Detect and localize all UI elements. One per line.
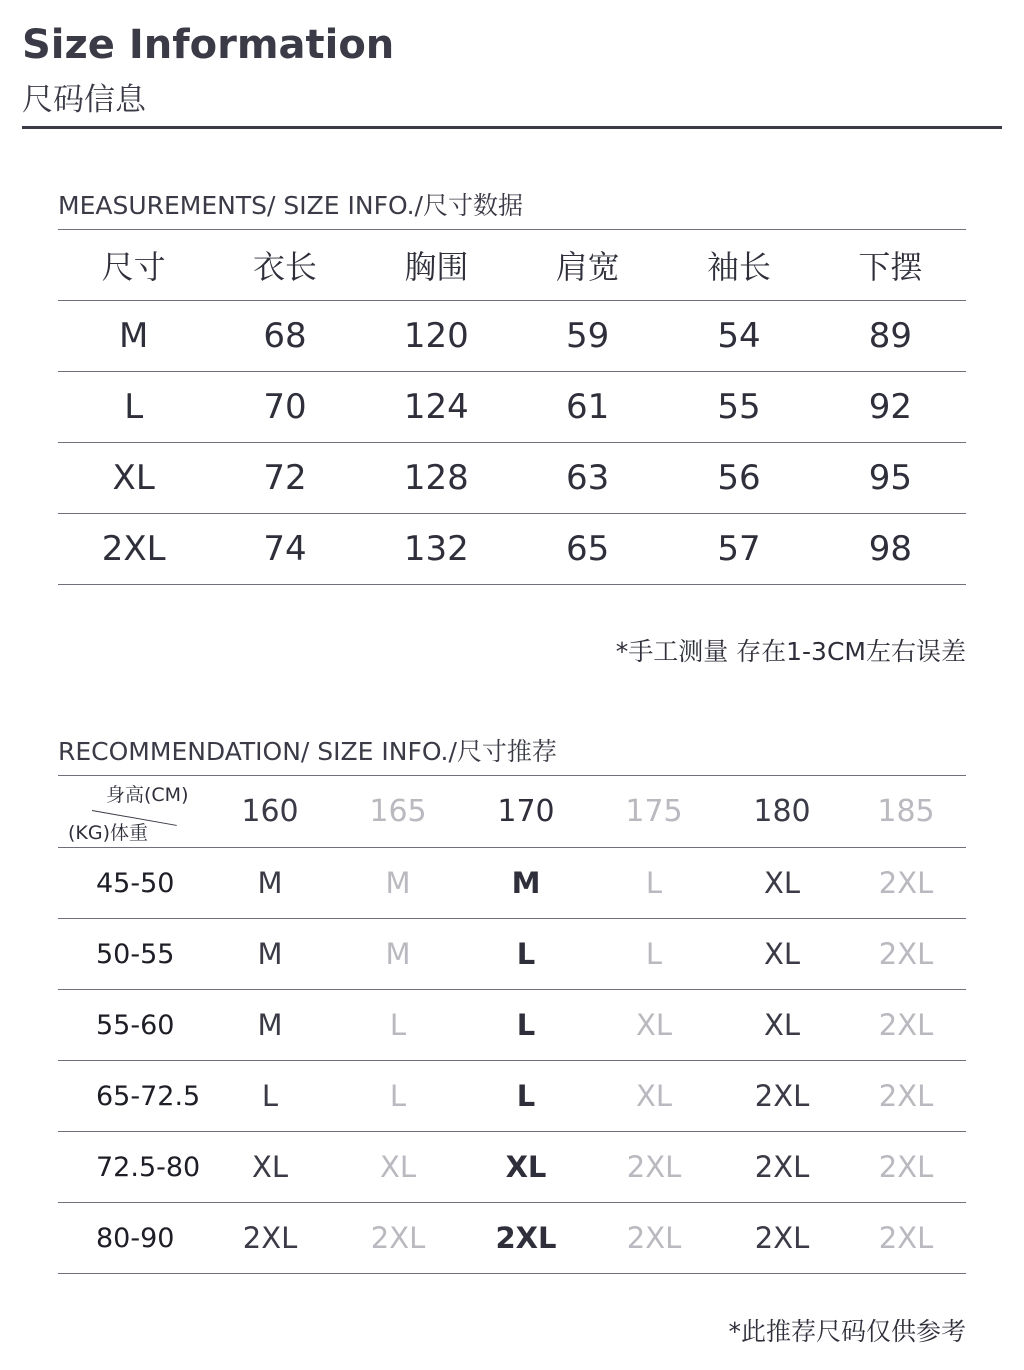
- table-row: [58, 919, 966, 990]
- table-cell: 128: [361, 443, 512, 514]
- table-row: [58, 990, 966, 1061]
- height-header: 165: [334, 776, 462, 848]
- recommendation-table: [58, 776, 966, 1274]
- table-cell: 70: [209, 372, 360, 443]
- table-cell: 68: [209, 301, 360, 372]
- size-cell: XL: [718, 990, 846, 1061]
- size-cell: 2XL: [846, 919, 966, 990]
- table-row: [58, 1203, 966, 1274]
- size-cell: M: [206, 990, 334, 1061]
- size-cell: 2XL: [590, 1132, 718, 1203]
- weight-axis-label: (KG)体重: [68, 822, 149, 844]
- table-cell: 98: [815, 514, 966, 585]
- size-cell: M: [206, 919, 334, 990]
- size-cell: 2XL: [846, 990, 966, 1061]
- table-cell: 92: [815, 372, 966, 443]
- table-cell: 65: [512, 514, 663, 585]
- table-cell: L: [58, 372, 209, 443]
- size-cell: XL: [206, 1132, 334, 1203]
- size-cell: L: [462, 919, 590, 990]
- height-header: 170: [462, 776, 590, 848]
- size-cell: M: [462, 848, 590, 919]
- size-cell: XL: [590, 1061, 718, 1132]
- table-cell: 61: [512, 372, 663, 443]
- size-cell: XL: [718, 919, 846, 990]
- weight-cell: 45-50: [58, 848, 206, 919]
- table-cell: 74: [209, 514, 360, 585]
- table-cell: 124: [361, 372, 512, 443]
- size-cell: 2XL: [590, 1203, 718, 1274]
- measurements-header-row: [58, 230, 966, 301]
- table-cell: M: [58, 301, 209, 372]
- size-cell: 2XL: [846, 1132, 966, 1203]
- size-cell: M: [334, 848, 462, 919]
- size-cell: 2XL: [718, 1132, 846, 1203]
- height-header: 180: [718, 776, 846, 848]
- table-row: [58, 1132, 966, 1203]
- height-header: 175: [590, 776, 718, 848]
- column-header: 胸围: [361, 230, 512, 301]
- recommendation-section-label: RECOMMENDATION/ SIZE INFO./尺寸推荐: [58, 737, 557, 766]
- column-header: 袖长: [663, 230, 814, 301]
- weight-cell: 50-55: [58, 919, 206, 990]
- height-header: 160: [206, 776, 334, 848]
- size-cell: M: [206, 848, 334, 919]
- size-cell: L: [462, 1061, 590, 1132]
- measurements-section-label: MEASUREMENTS/ SIZE INFO./尺寸数据: [58, 191, 523, 220]
- size-cell: 2XL: [718, 1203, 846, 1274]
- table-cell: 59: [512, 301, 663, 372]
- table-row: [58, 848, 966, 919]
- size-cell: 2XL: [846, 1203, 966, 1274]
- table-row: [58, 1061, 966, 1132]
- table-cell: 95: [815, 443, 966, 514]
- column-header: 下摆: [815, 230, 966, 301]
- size-cell: M: [334, 919, 462, 990]
- page-subtitle: 尺码信息: [22, 82, 146, 118]
- weight-cell: 65-72.5: [58, 1061, 206, 1132]
- height-axis-label: 身高(CM): [106, 784, 189, 806]
- table-row: [58, 443, 966, 514]
- table-cell: 56: [663, 443, 814, 514]
- size-cell: L: [590, 919, 718, 990]
- column-header: 尺寸: [58, 230, 209, 301]
- measurements-table: [58, 230, 966, 585]
- table-cell: 63: [512, 443, 663, 514]
- table-cell: 54: [663, 301, 814, 372]
- size-cell: XL: [462, 1132, 590, 1203]
- size-cell: 2XL: [206, 1203, 334, 1274]
- page-title: Size Information: [22, 22, 395, 68]
- weight-cell: 80-90: [58, 1203, 206, 1274]
- table-cell: 89: [815, 301, 966, 372]
- table-row: [58, 514, 966, 585]
- weight-cell: 55-60: [58, 990, 206, 1061]
- weight-cell: 72.5-80: [58, 1132, 206, 1203]
- table-cell: 57: [663, 514, 814, 585]
- size-cell: L: [206, 1061, 334, 1132]
- table-row: [58, 301, 966, 372]
- size-cell: L: [462, 990, 590, 1061]
- size-cell: XL: [334, 1132, 462, 1203]
- corner-cell: [58, 776, 206, 848]
- column-header: 肩宽: [512, 230, 663, 301]
- recommendation-note: *此推荐尺码仅供参考: [728, 1317, 966, 1346]
- table-cell: 132: [361, 514, 512, 585]
- size-cell: 2XL: [846, 1061, 966, 1132]
- table-cell: 72: [209, 443, 360, 514]
- table-cell: 55: [663, 372, 814, 443]
- size-cell: XL: [590, 990, 718, 1061]
- size-cell: 2XL: [462, 1203, 590, 1274]
- size-cell: L: [334, 1061, 462, 1132]
- size-cell: XL: [718, 848, 846, 919]
- table-cell: 2XL: [58, 514, 209, 585]
- column-header: 衣长: [209, 230, 360, 301]
- table-cell: XL: [58, 443, 209, 514]
- size-cell: 2XL: [334, 1203, 462, 1274]
- size-cell: 2XL: [718, 1061, 846, 1132]
- height-header: 185: [846, 776, 966, 848]
- size-cell: 2XL: [846, 848, 966, 919]
- title-divider: [22, 126, 1002, 129]
- size-cell: L: [590, 848, 718, 919]
- table-row: [58, 372, 966, 443]
- measurement-note: *手工测量 存在1-3CM左右误差: [615, 637, 966, 666]
- recommendation-header-row: [58, 776, 966, 848]
- table-cell: 120: [361, 301, 512, 372]
- size-cell: L: [334, 990, 462, 1061]
